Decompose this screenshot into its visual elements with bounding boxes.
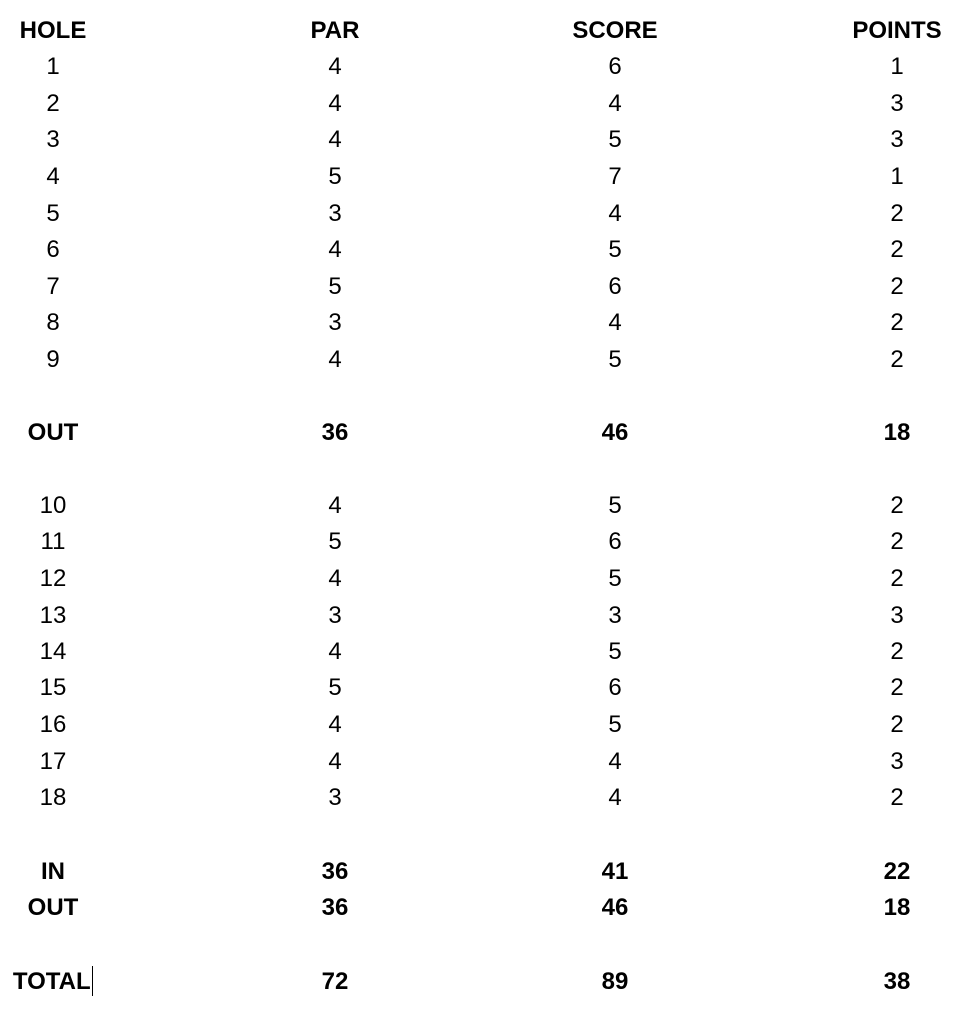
hole-cell: 3: [46, 126, 60, 153]
par-cell: 4: [328, 53, 342, 80]
par-cell: 3: [328, 784, 342, 811]
out-summary-score: 46: [601, 894, 629, 921]
out-summary-label: OUT: [27, 894, 79, 921]
table-row: [0, 125, 966, 155]
table-row: [0, 199, 966, 229]
table-row: [0, 235, 966, 265]
hole-cell: 17: [39, 748, 67, 775]
table-row: [0, 783, 966, 813]
score-cell: 4: [608, 748, 622, 775]
score-cell: 4: [608, 784, 622, 811]
out-label: OUT: [27, 419, 79, 446]
score-cell: 5: [608, 711, 622, 738]
column-header-score: SCORE: [572, 17, 658, 44]
total-score: 89: [601, 968, 629, 995]
points-cell: 3: [890, 602, 904, 629]
points-cell: 2: [890, 674, 904, 701]
points-cell: 1: [890, 163, 904, 190]
points-cell: 3: [890, 748, 904, 775]
hole-cell: 14: [39, 638, 67, 665]
hole-cell: 15: [39, 674, 67, 701]
points-cell: 2: [890, 346, 904, 373]
table-row: [0, 601, 966, 631]
out-summary-par: 36: [321, 894, 349, 921]
in-points: 22: [883, 858, 911, 885]
score-cell: 6: [608, 273, 622, 300]
par-cell: 4: [328, 638, 342, 665]
score-cell: 5: [608, 492, 622, 519]
out-summary-points: 18: [883, 894, 911, 921]
points-cell: 2: [890, 492, 904, 519]
table-row: [0, 710, 966, 740]
hole-cell: 10: [39, 492, 67, 519]
hole-cell: 9: [46, 346, 60, 373]
table-row: [0, 637, 966, 667]
hole-cell: 6: [46, 236, 60, 263]
hole-cell: 11: [40, 528, 66, 555]
points-cell: 2: [890, 309, 904, 336]
par-cell: 3: [328, 602, 342, 629]
table-row: [0, 491, 966, 521]
out-par: 36: [321, 419, 349, 446]
in-score: 41: [601, 858, 629, 885]
column-header-points: POINTS: [852, 17, 942, 44]
par-cell: 3: [328, 200, 342, 227]
hole-cell: 1: [46, 53, 60, 80]
in-summary-row: [0, 857, 966, 887]
out-summary-row: [0, 893, 966, 923]
points-cell: 3: [890, 90, 904, 117]
score-cell: 6: [608, 674, 622, 701]
points-cell: 2: [890, 638, 904, 665]
score-cell: 4: [608, 200, 622, 227]
points-cell: 2: [890, 200, 904, 227]
table-row: [0, 747, 966, 777]
in-label: IN: [41, 858, 65, 885]
table-row: [0, 52, 966, 82]
table-row: [0, 308, 966, 338]
total-par: 72: [321, 968, 349, 995]
header-row: [0, 16, 966, 46]
table-row: [0, 162, 966, 192]
points-cell: 1: [890, 53, 904, 80]
par-cell: 4: [328, 90, 342, 117]
score-cell: 6: [608, 528, 622, 555]
hole-cell: 13: [39, 602, 67, 629]
hole-cell: 7: [46, 273, 60, 300]
points-cell: 3: [890, 126, 904, 153]
out-subtotal-row: [0, 418, 966, 448]
par-cell: 5: [328, 674, 342, 701]
score-cell: 5: [608, 346, 622, 373]
score-cell: 5: [608, 565, 622, 592]
total-points: 38: [883, 968, 911, 995]
points-cell: 2: [890, 273, 904, 300]
score-cell: 4: [608, 309, 622, 336]
par-cell: 4: [328, 236, 342, 263]
hole-cell: 4: [46, 163, 60, 190]
table-row: [0, 89, 966, 119]
text-cursor: [92, 966, 94, 996]
out-score: 46: [601, 419, 629, 446]
score-cell: 5: [608, 638, 622, 665]
hole-cell: 8: [46, 309, 60, 336]
par-cell: 3: [328, 309, 342, 336]
table-row: [0, 527, 966, 557]
total-label-cell[interactable]: [0, 967, 133, 997]
points-cell: 2: [890, 565, 904, 592]
par-cell: 5: [328, 163, 342, 190]
points-cell: 2: [890, 236, 904, 263]
in-par: 36: [321, 858, 349, 885]
par-cell: 4: [328, 748, 342, 775]
score-cell: 5: [608, 236, 622, 263]
par-cell: 5: [328, 528, 342, 555]
table-row: [0, 564, 966, 594]
par-cell: 4: [328, 126, 342, 153]
hole-cell: 18: [39, 784, 67, 811]
hole-cell: 16: [39, 711, 67, 738]
par-cell: 4: [328, 492, 342, 519]
table-row: [0, 272, 966, 302]
table-row: [0, 345, 966, 375]
par-cell: 4: [328, 711, 342, 738]
table-row: [0, 673, 966, 703]
column-header-par: PAR: [310, 17, 360, 44]
par-cell: 4: [328, 565, 342, 592]
out-points: 18: [883, 419, 911, 446]
score-cell: 4: [608, 90, 622, 117]
column-header-hole: HOLE: [19, 17, 87, 44]
hole-cell: 2: [46, 90, 60, 117]
points-cell: 2: [890, 784, 904, 811]
score-cell: 7: [608, 163, 622, 190]
score-cell: 5: [608, 126, 622, 153]
hole-cell: 12: [39, 565, 67, 592]
points-cell: 2: [890, 528, 904, 555]
score-cell: 3: [608, 602, 622, 629]
hole-cell: 5: [46, 200, 60, 227]
par-cell: 4: [328, 346, 342, 373]
points-cell: 2: [890, 711, 904, 738]
par-cell: 5: [328, 273, 342, 300]
total-label: TOTAL: [12, 968, 91, 995]
score-cell: 6: [608, 53, 622, 80]
total-row: [0, 967, 966, 997]
